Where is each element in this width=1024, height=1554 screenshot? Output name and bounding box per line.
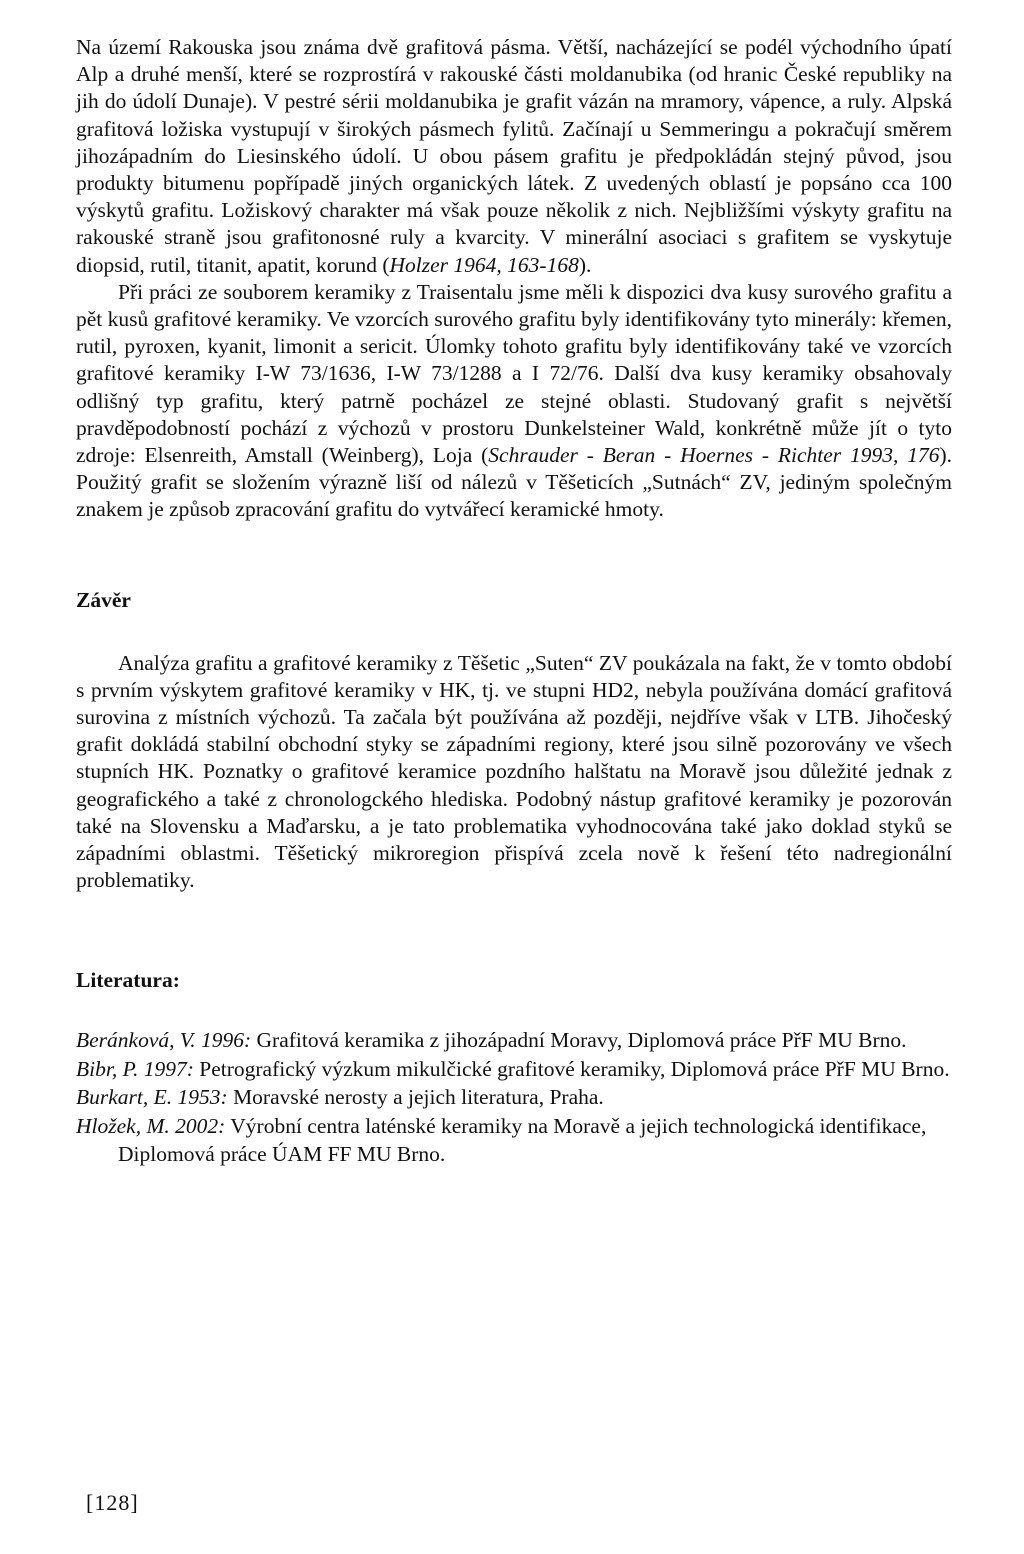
reference-item [76,1026,952,1055]
reference-item [76,1083,952,1112]
paragraph-1-text: Na území Rakouska jsou známa dvě grafitová pásma. Větší, nacházející se podél východního úpatí Alp a druhé menší, které se rozprostírá v rakouské části moldanubika (od hranic České republiky na jih do údolí Dunaje). V pestré sérii moldanubika je grafit vázán na mramory, vápence, a ruly. Alpská grafitová ložiska vystupují v širokých pásmech fylitů. Začínají u Semmeringu a pokračují směrem jihozápadním do Liesinského údolí. U obou pásem grafitu je předpokládán stejný původ, jsou produkty bitumenu popřípadě jiných organických látek. Z uvedených oblastí je popsáno cca 100 výskytů grafitu. Ložiskový charakter má však pouze několik z nich. Nejbližšími výskyty grafitu na rakouské straně jsou grafitonosné ruly a kvarcity. V minerální asociaci s grafitem se vyskytuje diopsid, rutil, titanit, apatit, korund ( [76,35,952,277]
citation-holzer: Holzer 1964, 163-168 [389,252,579,277]
reference-list [76,1026,952,1169]
body-paragraph-1 [76,34,952,279]
citation-schrauder: Schrauder - Beran - Hoernes - Richter 1993, 176 [488,443,940,468]
page-body [76,34,952,1169]
paragraph-2-text: Při práci ze souborem keramiky z Traisentalu jsme měli k dispozici dva kusy surového grafitu a pět kusů grafitové keramiky. Ve vzorcích surového grafitu byly identifikovány tyto minerály: křemen, rutil, pyroxen, kyanit, limonit a sericit. Úlomky tohoto grafitu byly identifikovány také ve vzorcích grafitové keramiky I-W 73/1636, I-W 73/1288 a I 72/76. Další dva kusy keramiky obsahovaly odlišný typ grafitu, který patrně pocházel ze stejné oblasti. Studovaný grafit s největší pravděpodobností pochází z výchozů v prostoru Dunkelsteiner Wald, konkrétně může jít o tyto zdroje: Elsenreith, Amstall (Weinberg), Loja ( [76,279,952,468]
reference-title: Petrografický výzkum mikulčické grafitové keramiky, Diplomová práce PřF MU Brno. [193,1056,950,1081]
reference-title: Výrobní centra laténské keramiky na Moravě a jejich technologická identifikace, Diplomová práce ÚAM FF MU Brno. [118,1113,927,1167]
reference-author: Burkart, E. 1953: [76,1085,228,1110]
reference-author: Beránková, V. 1996: [76,1028,252,1053]
body-paragraph-2 [76,279,952,524]
reference-item [76,1055,952,1084]
section-heading-conclusion: Závěr [76,587,131,612]
page-number: [128] [86,1490,139,1515]
reference-title: Moravské nerosty a jejich literatura, Praha. [227,1085,604,1110]
paragraph-2-end: ). Použitý grafit se složením výrazně liší od nálezů v Těšeticích „Sutnách“ ZV, jediným společným znakem je způsob zpracování grafitu do vytvářecí keramické hmoty. [76,443,952,522]
conclusion-paragraph: Analýza grafitu a grafitové keramiky z Těšetic „Suten“ ZV poukázala na fakt, že v tomto období s prvním výskytem grafitové keramiky v HK, tj. ve stupni HD2, nebyla používána domácí grafitová surovina z místních výchozů. Ta začala být používána až později, nejdříve však v LTB. Jihočeský grafit dokládá stabilní obchodní styky se západními regiony, které jsou silně pozorovány ve všech stupních HK. Poznatky o grafitové keramice pozdního halštatu na Moravě jsou důležité jednak z geografického a také z chronologckého hlediska. Podobný nástup grafitové keramiky je pozorován také na Slovensku a Maďarsku, a je tato problematika vyhodnocována také jako doklad styků se západními oblastmi. Těšetický mikroregion přispívá zcela nově k řešení této nadregionální problematiky. [76,650,952,893]
section-heading-literature: Literatura: [76,968,180,993]
reference-author: Bibr, P. 1997: [76,1056,194,1081]
paragraph-1-end: ). [578,252,592,277]
reference-item [76,1112,952,1169]
reference-title: Grafitová keramika z jihozápadní Moravy, Diplomová práce PřF MU Brno. [251,1028,907,1053]
reference-author: Hložek, M. 2002: [76,1113,226,1138]
